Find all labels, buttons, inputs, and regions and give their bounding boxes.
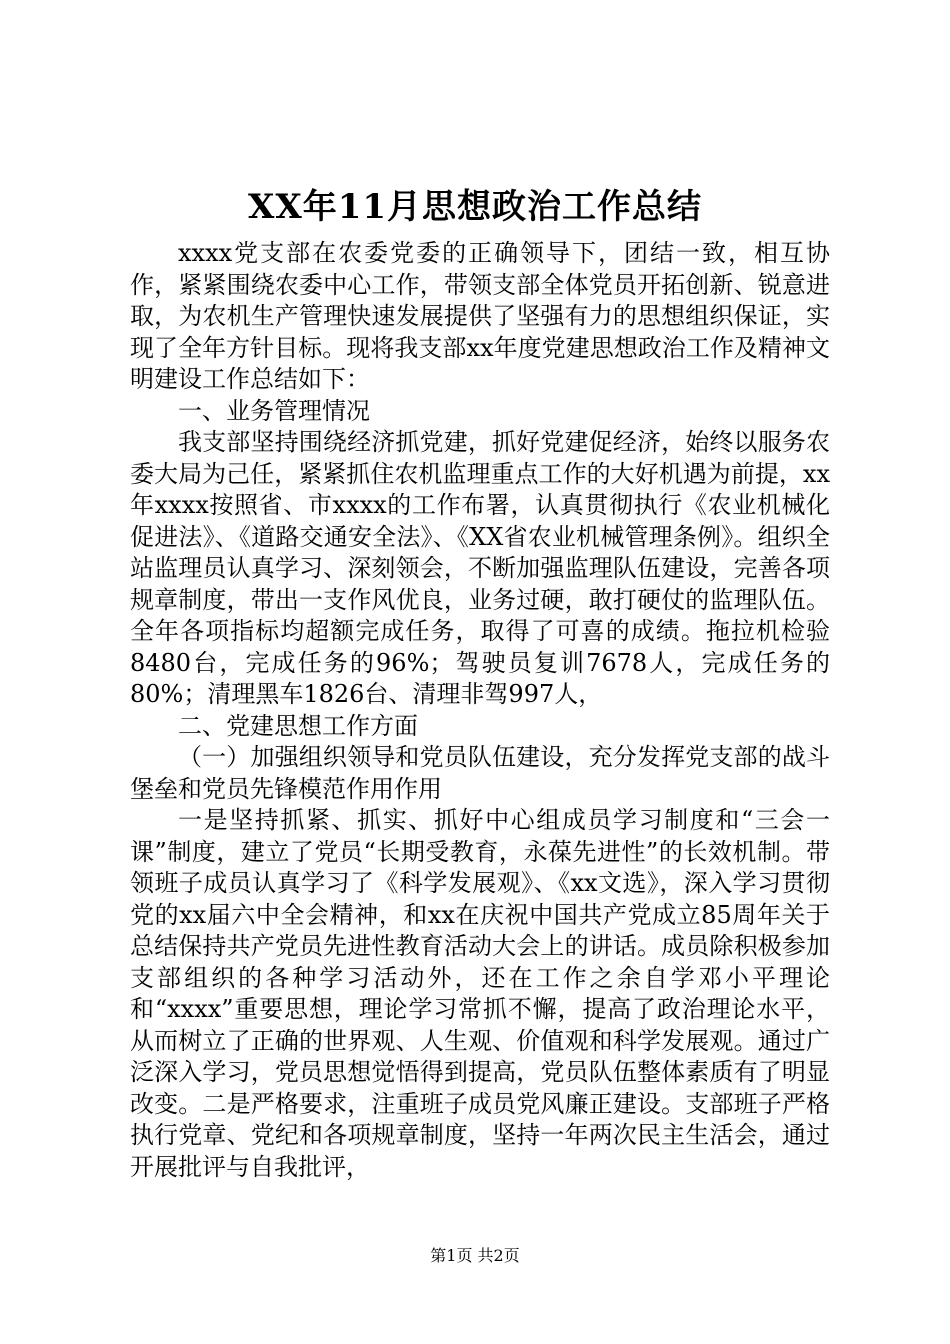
paragraph-intro: xxxx党支部在农委党委的正确领导下，团结一致，相互协作，紧紧围绕农委中心工作，带领支部全体党员开拓创新、锐意进取，为农机生产管理快速发展提供了坚强有力的思想组织保证，实现了全年方针目标。现将我支部xx年度党建思想政治工作及精神文明建设工作总结如下： xyxy=(130,239,830,393)
document-body xyxy=(130,238,830,1183)
paragraph-party-building: 一是坚持抓紧、抓实、抓好中心组成员学习制度和“三会一课”制度，建立了党员“长期受教育，永葆先进性”的长效机制。带领班子成员认真学习了《科学发展观》、《xx文选》，深入学习贯彻党的xx届六中全会精神，和xx在庆祝中国共产党成立85周年关于总结保持共产党员先进性教育活动大会上的讲话。成员除积极参加支部组织的各种学习活动外，还在工作之余自学邓小平理论和“xxxx”重要思想，理论学习常抓不懈，提高了政治理论水平，从而树立了正确的世界观、人生观、价值观和科学发展观。通过广泛深入学习，党员思想觉悟得到提高，党员队伍整体素质有了明显改变。二是严格要求，注重班子成员党风廉正建设。支部班子严格执行党章、党纪和各项规章制度，坚持一年两次民主生活会，通过开展批评与自我批评， xyxy=(130,806,830,1181)
subsection-heading-1: （一）加强组织领导和党员队伍建设，充分发挥党支部的战斗堡垒和党员先锋模范作用作用 xyxy=(130,743,830,803)
section-heading-2: 二、党建思想工作方面 xyxy=(178,711,418,740)
document-title: XX年11月思想政治工作总结 xyxy=(247,187,703,227)
section-heading-1: 一、业务管理情况 xyxy=(178,396,370,425)
page-footer: 第1页 共2页 xyxy=(430,1246,520,1265)
paragraph-business: 我支部坚持围绕经济抓党建，抓好党建促经济，始终以服务农委大局为己任，紧紧抓住农机监理重点工作的大好机遇为前提，xx年xxxx按照省、市xxxx的工作布署，认真贯彻执行《农业机械化促进法》、《道路交通安全法》、《XX省农业机械管理条例》。组织全站监理员认真学习、深刻领会，不断加强监理队伍建设，完善各项规章制度，带出一支作风优良，业务过硬，敢打硬仗的监理队伍。全年各项指标均超额完成任务，取得了可喜的成绩。拖拉机检验8480台，完成任务的96%；驾驶员复训7678人，完成任务的80%；清理黑车1826台、清理非驾997人， xyxy=(130,428,830,708)
